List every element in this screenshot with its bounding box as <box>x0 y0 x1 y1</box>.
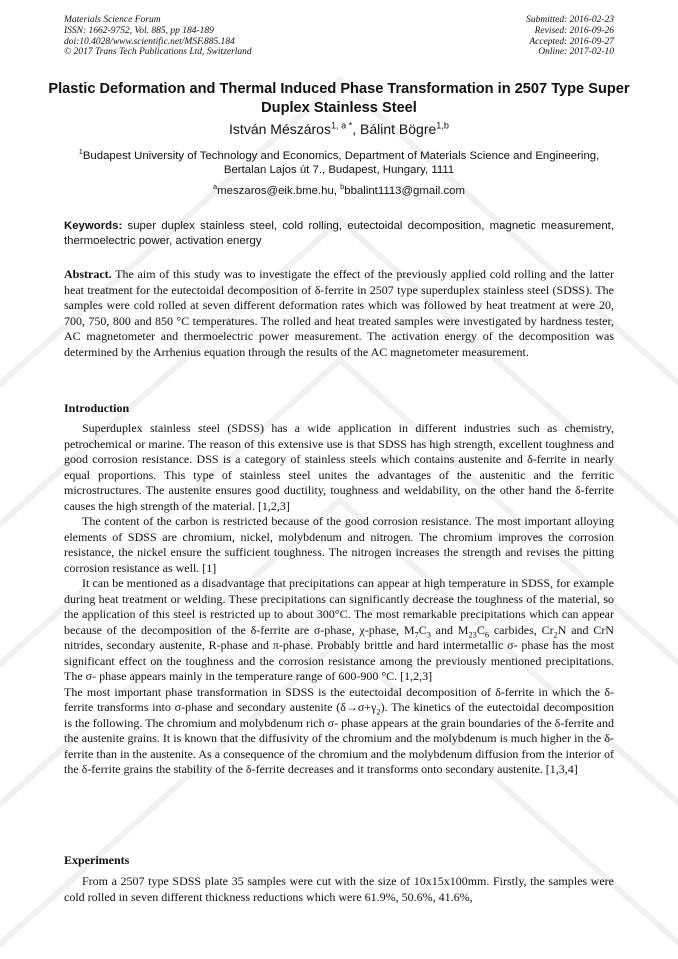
affiliation <box>64 149 614 177</box>
introduction-body <box>64 421 614 778</box>
author-name: István Mészáros <box>229 121 331 137</box>
date-submitted: Submitted: 2016-02-23 <box>526 15 614 25</box>
affiliation-mark: 1 <box>78 147 83 157</box>
date-online: Online: 2017-02-10 <box>538 47 614 58</box>
keywords-label: Keywords: <box>64 220 123 232</box>
date-revised: Revised: 2016-09-26 <box>534 25 614 36</box>
keywords <box>64 219 614 249</box>
journal-doi: doi:10.4028/www.scientific.net/MSF.885.184 <box>64 36 235 47</box>
journal-info <box>64 15 252 58</box>
paragraph: Superduplex stainless steel (SDSS) has a wide application in different industries such as chemistry, petrochemical or marine. The reason of this extensive use is that SDSS has high strength, excellent toughness and good corrosion resistance. DSS is a category of stainless steels which contains austenite and δ-ferrite in nearly equal proportions. This type of stainless steel unites the advantages of the austenitic and the ferritic microstructures. The austenite ensures good ductility, toughness and weldability, on the other hand the δ-ferrite causes the high strength of the material. [1,2,3] <box>64 421 614 513</box>
email-separator: , <box>333 185 341 197</box>
section-heading: Experiments <box>64 853 130 867</box>
abstract-text: The aim of this study was to investigate the effect of the previously applied cold rolling and the latter heat treatment for the eutectoidal decomposition of δ-ferrite in 2507 type superduplex stainless steel (SDSS). The samples were cold rolled at seven different deformation rates which was followed by heat treatment at were 20, 700, 750, 800 and 850 °C temperatures. The rolled and heat treated samples were investigated by hardness tester, AC magnetometer and thermoelectric power measurement. The activation energy of the decomposition was determined by the Arrhenius equation through the results of the AC magnetometer measurement. <box>64 267 614 359</box>
affiliation-text: Budapest University of Technology and Economics, Department of Materials Science and Engineering, Bertalan Lajos út 7., Budapest, Hungary, 1111 <box>82 150 600 177</box>
journal-issn: ISSN: 1662-9752, Vol. 885, pp 184-189 <box>64 25 214 36</box>
email-link[interactable]: meszaros@eik.bme.hu <box>217 185 334 197</box>
paragraph: It can be mentioned as a disadvantage that precipitations can appear at high temperature in SDSS, for example during heat treatment or welding. These precipitations can significantly decrease the toughness of the material, so the application of this steel is restricted up to about 300°C. The most remarkable precipitations which can appear because of the decomposition of the δ-ferrite are σ-phase, χ-phase, $M_7C_3$ and $M_{23}C_6$ carbides, $Cr_2N$ and CrN nitrides, secondary austenite, R-phase and π-phase. Probably brittle and hard intermetallic σ- phase has the most significant effect on the toughness and the corrosion resistance among the previously mentioned precipitations. The σ- phase appears mainly in the temperature range of 600-900 °C. [1,2,3] <box>64 576 614 683</box>
submission-dates <box>526 15 614 58</box>
author-list <box>40 120 638 138</box>
paper-title: Plastic Deformation and Thermal Induced Phase Transformation in 2507 Type Super Duplex Stainless Steel <box>48 81 630 116</box>
date-accepted: Accepted: 2016-09-27 <box>529 36 614 47</box>
author-emails <box>64 184 614 198</box>
paragraph: From a 2507 type SDSS plate 35 samples were cut with the size of 10x15x100mm. Firstly, the samples were cold rolled in seven different thickness reductions which were 61.9%, 50.6%, 41.6%, <box>64 874 614 904</box>
experiments-body <box>64 874 614 905</box>
journal-name: Materials Science Forum <box>64 15 161 25</box>
email-link[interactable]: bbalint1113@gmail.com <box>344 185 465 197</box>
author-affiliation-mark: 1, a * <box>330 120 353 131</box>
email-mark: a <box>213 182 218 192</box>
author-separator: , <box>352 121 360 137</box>
author-affiliation-mark: 1,b <box>436 120 449 131</box>
paragraph: The most important phase transformation in SDSS is the eutectoidal decomposition of δ-ferrite in which the δ-ferrite transforms into σ-phase and secondary austenite $(\delta\to\sigma+\gamma_2)$. The kinetics of the eutectoidal decomposition is the following. The chromium and molybdenum rich σ- phase appears at the grain boundaries of the δ-ferrite and the austenite grains. It is known that the diffusivity of the chromium and the molybdenum is much higher in the δ-ferrite than in the austenite. As a consequence of the chromium and the molybdenum diffusion from the interior of the δ-ferrite grains the stability of the δ-ferrite decreases and it transforms onto secondary austenite. [1,3,4] <box>64 684 614 776</box>
section-heading: Introduction <box>64 401 130 415</box>
email-mark: b <box>340 182 345 192</box>
abstract <box>64 267 614 360</box>
author-name: Bálint Bögre <box>360 121 437 137</box>
journal-copyright: © 2017 Trans Tech Publications Ltd, Switzerland <box>64 47 252 58</box>
abstract-label: Abstract. <box>64 267 112 281</box>
keywords-text: super duplex stainless steel, cold rolling, eutectoidal decomposition, magnetic measurement, thermoelectric power, activation energy <box>64 220 614 247</box>
paragraph: The content of the carbon is restricted because of the good corrosion resistance. The most important alloying elements of SDSS are chromium, nickel, molybdenum and nitrogen. The chromium improves the corrosion resistance, the nickel ensure the sufficient toughness. The nitrogen increases the strength and revises the pitting corrosion resistance as well. [1] <box>64 514 614 575</box>
